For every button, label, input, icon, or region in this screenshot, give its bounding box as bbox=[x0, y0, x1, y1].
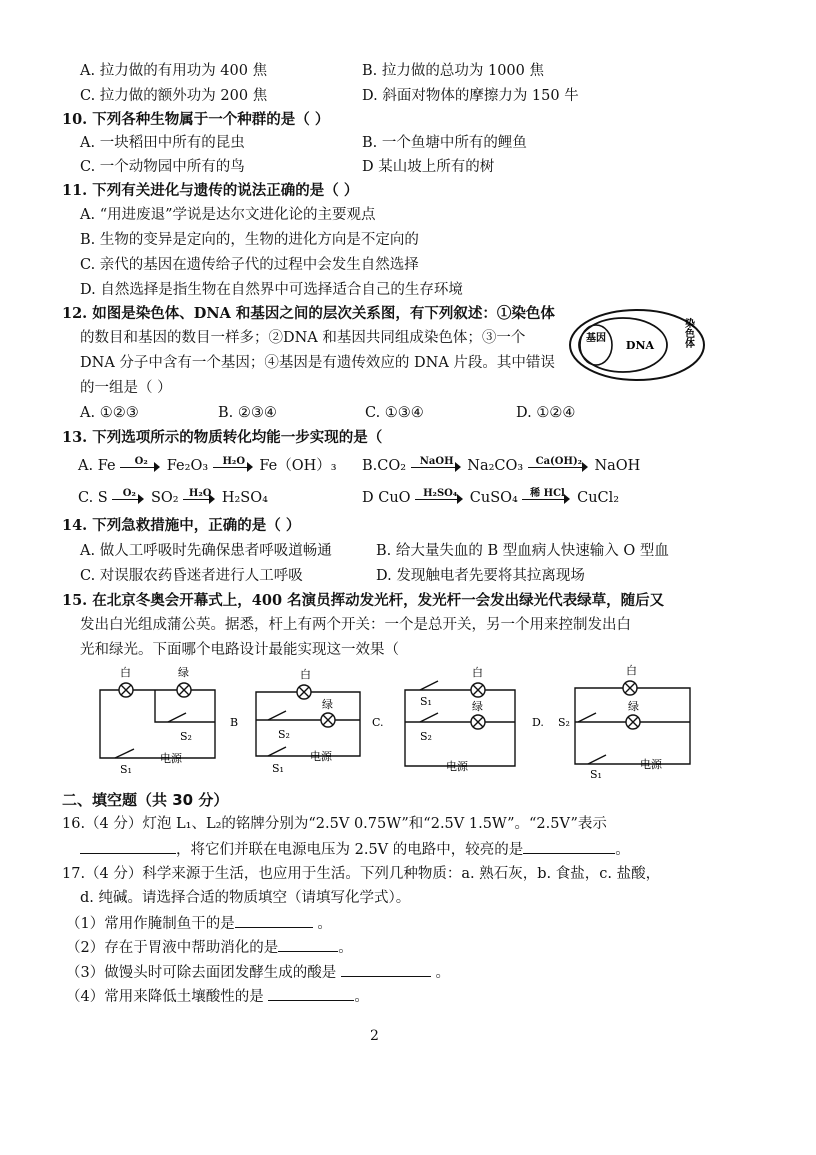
circuit-a-s1: S₁ bbox=[120, 763, 132, 776]
q10-option-b: B. 一个鱼塘中所有的鲤鱼 bbox=[362, 135, 527, 151]
circuit-d bbox=[575, 681, 690, 764]
circuit-d-white-label: 白 bbox=[626, 664, 637, 677]
q15-line3: 光和绿光。下面哪个电路设计最能实现这一效果（ bbox=[80, 642, 399, 658]
q16-line2: ，将它们并联在电源电压为 2.5V 的电路中，较亮的是 。 bbox=[80, 839, 630, 860]
circuit-b-green-label: 绿 bbox=[322, 698, 333, 711]
circuit-b bbox=[256, 685, 360, 756]
circuit-a bbox=[100, 683, 215, 758]
q17-item-3: （3）做馒头时可除去面团发酵生成的酸是 。 bbox=[66, 962, 450, 983]
q17-item-4: （4）常用来降低土壤酸性的是 。 bbox=[66, 986, 369, 1007]
q11-option-c: C. 亲代的基因在遗传给子代的过程中会发生自然选择 bbox=[80, 257, 419, 273]
q16-line1: 16.（4 分）灯泡 L₁、L₂的铭牌分别为“2.5V 0.75W”和“2.5V 1.5W”。“2.5V”表示 bbox=[62, 816, 607, 832]
q17-item-2: （2）存在于胃液中帮助消化的是 。 bbox=[66, 937, 353, 958]
circuit-a-green-label: 绿 bbox=[178, 666, 189, 679]
q15-line1: 15. 在北京冬奥会开幕式上，400 名演员挥动发光杆，发光杆一会发出绿光代表绿草，随后又 bbox=[62, 592, 665, 609]
q14-option-b: B. 给大量失血的 B 型血病人快速输入 O 型血 bbox=[376, 543, 669, 559]
q17-blank-2[interactable] bbox=[278, 937, 338, 952]
circuit-d-s2: S₂ bbox=[558, 716, 570, 729]
q12-option-b: B. ②③④ bbox=[218, 405, 277, 421]
q9-option-b: B. 拉力做的总功为 1000 焦 bbox=[362, 63, 544, 79]
q12-option-c: C. ①③④ bbox=[365, 405, 424, 421]
q17-item-1: （1）常用作腌制鱼干的是 。 bbox=[66, 913, 332, 934]
q15-circuit-diagrams bbox=[60, 660, 720, 780]
q17-blank-4[interactable] bbox=[268, 986, 354, 1001]
q17-line1: 17.（4 分）科学来源于生活，也应用于生活。下列几种物质：a. 熟石灰，b. 食盐，c. 盐酸， bbox=[62, 866, 661, 882]
q10-option-c: C. 一个动物园中所有的鸟 bbox=[80, 159, 245, 175]
q16-blank-1[interactable] bbox=[80, 839, 176, 854]
q13-option-d: D CuO H₂SO₄ CuSO₄ 稀 HCl CuCl₂ bbox=[362, 488, 620, 506]
q9-option-a: A. 拉力做的有用功为 400 焦 bbox=[80, 63, 268, 79]
circuit-b-s1: S₁ bbox=[272, 762, 284, 775]
q17-blank-1[interactable] bbox=[235, 913, 313, 928]
q9-option-c: C. 拉力做的额外功为 200 焦 bbox=[80, 88, 268, 104]
circuit-a-power: 电源 bbox=[160, 752, 182, 765]
page-number: 2 bbox=[370, 1028, 379, 1044]
dna-label: DNA bbox=[625, 339, 655, 352]
q10-option-d: D 某山坡上所有的树 bbox=[362, 159, 495, 175]
chromosome-dna-gene-diagram bbox=[568, 308, 708, 383]
circuit-d-s1: S₁ bbox=[590, 768, 602, 780]
q17-blank-3[interactable] bbox=[341, 962, 431, 977]
q14-stem: 14. 下列急救措施中，正确的是（ ） bbox=[62, 517, 301, 534]
q12-line2: 的数目和基因的数目一样多；②DNA 和基因共同组成染色体；③一个 bbox=[80, 330, 526, 346]
q14-option-c: C. 对误服农药昏迷者进行人工呼吸 bbox=[80, 568, 303, 584]
circuit-c-s1: S₁ bbox=[420, 695, 432, 708]
q12-line3: DNA 分子中含有一个基因；④基因是有遗传效应的 DNA 片段。其中错误 bbox=[80, 355, 555, 371]
circuit-c bbox=[405, 681, 515, 766]
circuit-b-s2: S₂ bbox=[278, 728, 290, 741]
q11-stem: 11. 下列有关进化与遗传的说法正确的是（ ） bbox=[62, 182, 359, 199]
q12-option-a: A. ①②③ bbox=[80, 405, 139, 421]
q13-option-a: A. Fe O₂ Fe₂O₃ H₂O Fe（OH）₃ bbox=[78, 456, 337, 474]
section-fill-blank-title: 二、填空题（共 30 分） bbox=[62, 791, 229, 809]
circuit-a-white-label: 白 bbox=[120, 666, 131, 679]
circuit-c-green-label: 绿 bbox=[472, 700, 483, 713]
gene-ellipse bbox=[580, 325, 612, 365]
q12-option-d: D. ①②④ bbox=[516, 405, 576, 421]
circuit-d-option: D. bbox=[532, 716, 544, 729]
q10-stem: 10. 下列各种生物属于一个种群的是（ ） bbox=[62, 111, 330, 128]
circuit-b-white-label: 白 bbox=[300, 668, 311, 681]
q13-stem: 13. 下列选项所示的物质转化均能一步实现的是（ bbox=[62, 429, 383, 446]
q16-blank-2[interactable] bbox=[523, 839, 615, 854]
q17-line2: d. 纯碱。请选择合适的物质填空（请填写化学式）。 bbox=[80, 890, 411, 906]
q14-option-a: A. 做人工呼吸时先确保患者呼吸道畅通 bbox=[80, 543, 332, 559]
circuit-c-s2: S₂ bbox=[420, 730, 432, 743]
q14-option-d: D. 发现触电者先要将其拉离现场 bbox=[376, 568, 585, 584]
circuit-d-green-label: 绿 bbox=[628, 700, 639, 713]
circuit-b-power: 电源 bbox=[310, 750, 332, 763]
circuit-d-power: 电源 bbox=[640, 758, 662, 771]
chromosome-label: 染色体 bbox=[682, 318, 694, 348]
q9-option-d: D. 斜面对物体的摩擦力为 150 牛 bbox=[362, 88, 579, 104]
q12-line1: 12. 如图是染色体、DNA 和基因之间的层次关系图，有下列叙述：①染色体 bbox=[62, 305, 555, 322]
circuit-a-s2: S₂ bbox=[180, 730, 192, 743]
gene-label: 基因 bbox=[586, 333, 606, 344]
circuit-b-option: B bbox=[230, 716, 239, 729]
q12-line4: 的一组是（ ） bbox=[80, 380, 172, 396]
circuit-c-white-label: 白 bbox=[472, 666, 483, 679]
q15-line2: 发出白光组成蒲公英。据悉，杆上有两个开关：一个是总开关，另一个用来控制发出白 bbox=[80, 617, 631, 633]
circuit-c-power: 电源 bbox=[446, 760, 468, 773]
q13-option-b: B.CO₂ NaOH Na₂CO₃ Ca(OH)₂ NaOH bbox=[362, 456, 641, 474]
circuit-c-option: C. bbox=[372, 716, 384, 729]
q11-option-d: D. 自然选择是指生物在自然界中可选择适合自己的生存环境 bbox=[80, 282, 463, 298]
q10-option-a: A. 一块稻田中所有的昆虫 bbox=[80, 135, 245, 151]
q13-option-c: C. S O₂ SO₂ H₂O H₂SO₄ bbox=[78, 488, 268, 506]
q11-option-a: A. “用进废退”学说是达尔文进化论的主要观点 bbox=[80, 207, 376, 223]
q11-option-b: B. 生物的变异是定向的，生物的进化方向是不定向的 bbox=[80, 232, 419, 248]
